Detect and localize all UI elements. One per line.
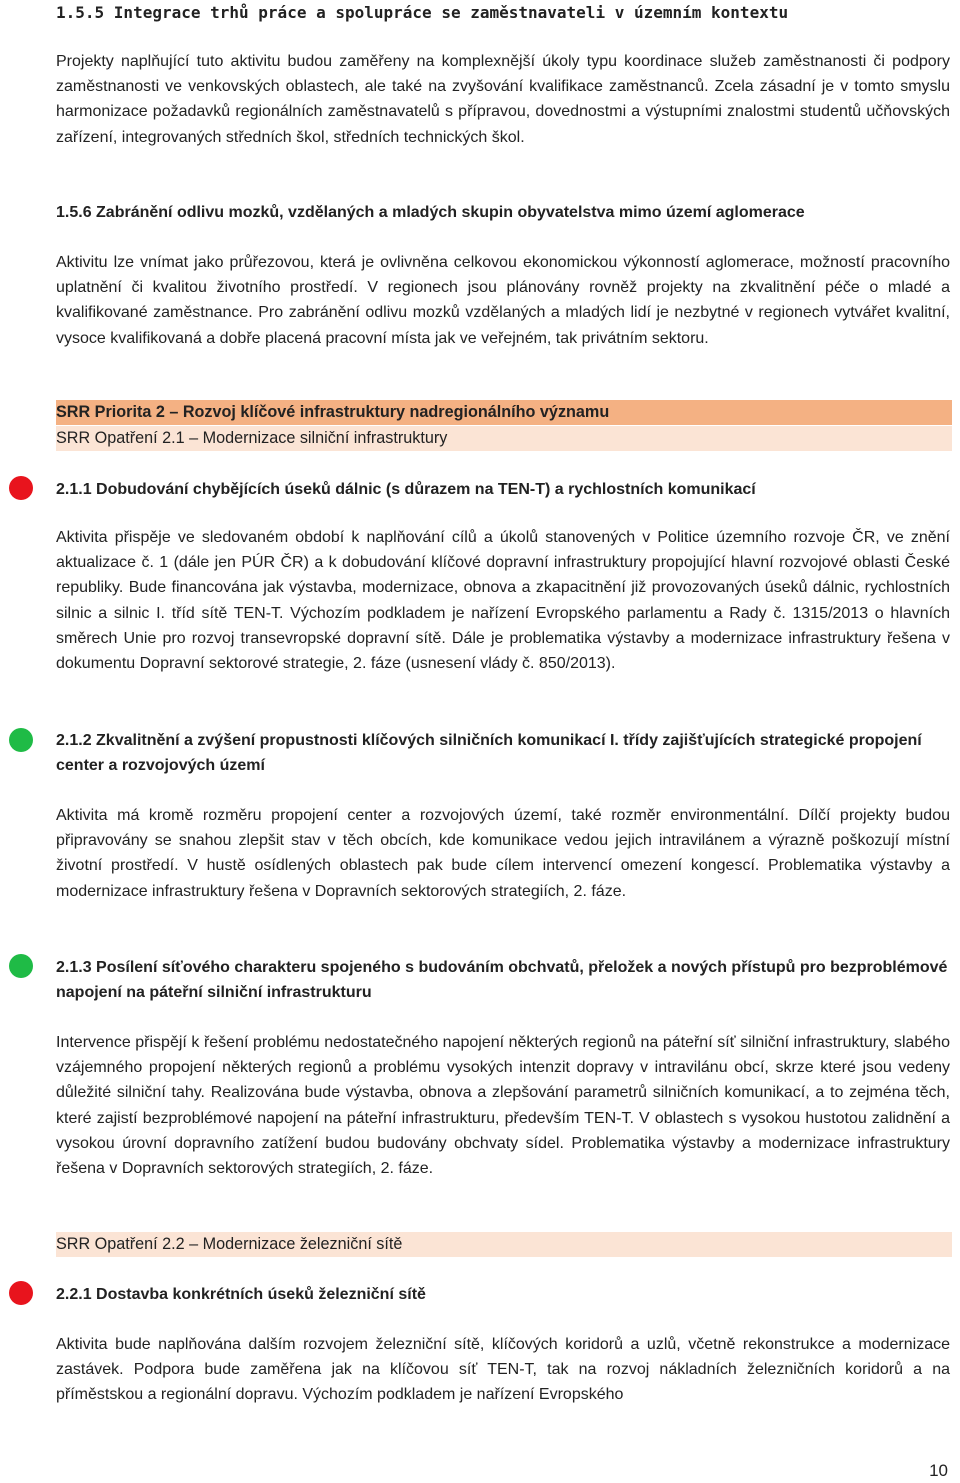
activity-2-1-3-title: 2.1.3 Posílení síťového charakteru spojeného s budováním obchvatů, přeložek a nových přístupů pro bezproblémové napojení na páteřní silniční infrastrukturu [56, 959, 948, 1001]
section-1-5-6-title: 1.5.6 Zabránění odlivu mozků, vzdělaných a mladých skupin obyvatelstva mimo území aglomerace [56, 204, 805, 221]
activity-2-1-1-body: Aktivita přispěje ve sledovaném období k naplňování cílů a úkolů stanovených v Politice územního rozvoje ČR, ve znění aktualizace č. 1 (dále jen PÚR ČR) a k dobudování klíčové dopravní infrastruktury propojující hlavní rozvojové oblasti České republiky. Bude financována jak výstavba, modernizace, obnova a zkapacitnění již provozovaných úseků dálnic, rychlostních silnic a silnic I. tříd sítě TEN-T. Výchozím podkladem je nařízení Evropského parlamentu a Rady č. 1315/2013 o hlavních směrech Unie pro rozvoj transevropské dopravní sítě. Dále je problematika výstavby a modernizace infrastruktury řešena v dokumentu Dopravní sektorové strategie, 2. fáze (usnesení vlády č. 850/2013). [56, 529, 950, 673]
status-red-dot-icon [9, 476, 33, 500]
section-1-5-5-body: Projekty naplňující tuto aktivitu budou zaměřeny na komplexnější úkoly typu koordinace služeb zaměstnanosti či podpory zaměstnanosti ve venkovských oblastech, ale také na zvyšování kvalifikace zaměstnanců. Zcela zásadní je v tomto smyslu harmonizace požadavků regionálních zaměstnavatelů s přípravou, dovednostmi a výstupními znalostmi studentů učňovských zařízení, integrovaných středních škol, středních technických škol. [56, 53, 950, 146]
status-green-dot-icon [9, 728, 33, 752]
srr-measure-2-1-banner: SRR Opatření 2.1 – Modernizace silniční infrastruktury [56, 426, 952, 451]
activity-2-1-1-title: 2.1.1 Dobudování chybějících úseků dálnic (s důrazem na TEN-T) a rychlostních komunikací [56, 481, 756, 498]
activity-2-2-1-body: Aktivita bude naplňována dalším rozvojem železniční sítě, klíčových koridorů a uzlů, včetně rekonstrukce a modernizace zastávek. Podpora bude zaměřena jak na klíčovou síť TEN-T, tak na rozvoj nákladních železničních koridorů a na příměstskou a regionální dopravu. Výchozím podkladem je nařízení Evropského [56, 1336, 950, 1404]
section-1-5-5-title: 1.5.5 Integrace trhů práce a spolupráce se zaměstnavateli v územním kontextu [56, 3, 789, 22]
activity-2-1-3-body: Intervence přispějí k řešení problému nedostatečného napojení některých regionů na páteřní síť silniční infrastruktury, slabého vzájemného propojení některých regionů a problému vysokých intenzit dopravy v intravilánu obcí, skrze které jsou vedeny důležité silniční tahy. Realizována bude výstavba, obnova a zlepšování parametrů silničních komunikací, a to zejména těch, které zajistí bezproblémové napojení na páteřní infrastrukturu, především TEN-T. V oblastech s vysokou hustotou zalidnění a vysokou úrovní dopravního zatížení budou budovány obchvaty sídel. Problematika výstavby a modernizace infrastruktury řešena v Dopravních sektorových strategiích, 2. fáze. [56, 1034, 950, 1178]
status-red-dot-icon [9, 1281, 33, 1305]
activity-2-2-1-title: 2.2.1 Dostavba konkrétních úseků železniční sítě [56, 1286, 426, 1303]
srr-priority-banner: SRR Priorita 2 – Rozvoj klíčové infrastruktury nadregionálního významu [56, 400, 952, 425]
activity-2-1-2-title: 2.1.2 Zkvalitnění a zvýšení propustnosti klíčových silničních komunikací I. třídy zajišťujících strategické propojení center a rozvojových území [56, 732, 922, 774]
srr-measure-2-2-banner: SRR Opatření 2.2 – Modernizace železniční sítě [56, 1232, 952, 1257]
section-1-5-6-body: Aktivitu lze vnímat jako průřezovou, která je ovlivněna celkovou ekonomickou výkonností aglomerace, možností pracovního uplatnění či kvalitou životního prostředí. V regionech jsou plánovány rovněž projekty na zkvalitnění péče o mladé a kvalifikované zaměstnance. Pro zabránění odlivu mozků vzdělaných a mladých lidí je nezbytné v regionech vytvářet kvalitní, vysoce kvalifikovaná a dobře placená pracovní místa jak ve veřejném, tak privátním sektoru. [56, 254, 950, 347]
activity-2-1-2-body: Aktivita má kromě rozměru propojení center a rozvojových území, také rozměr environmentální. Dílčí projekty budou připravovány se snahou zlepšit stav v těch obcích, kde komunikace vedou jejich intravilánem a výrazně poškozují místní životní prostředí. V hustě osídlených oblastech pak bude cílem intervencí omezení kongescí. Problematika výstavby a modernizace infrastruktury řešena v Dopravních sektorových strategiích, 2. fáze. [56, 807, 950, 900]
page-number: 10 [929, 1461, 948, 1480]
status-green-dot-icon [9, 954, 33, 978]
